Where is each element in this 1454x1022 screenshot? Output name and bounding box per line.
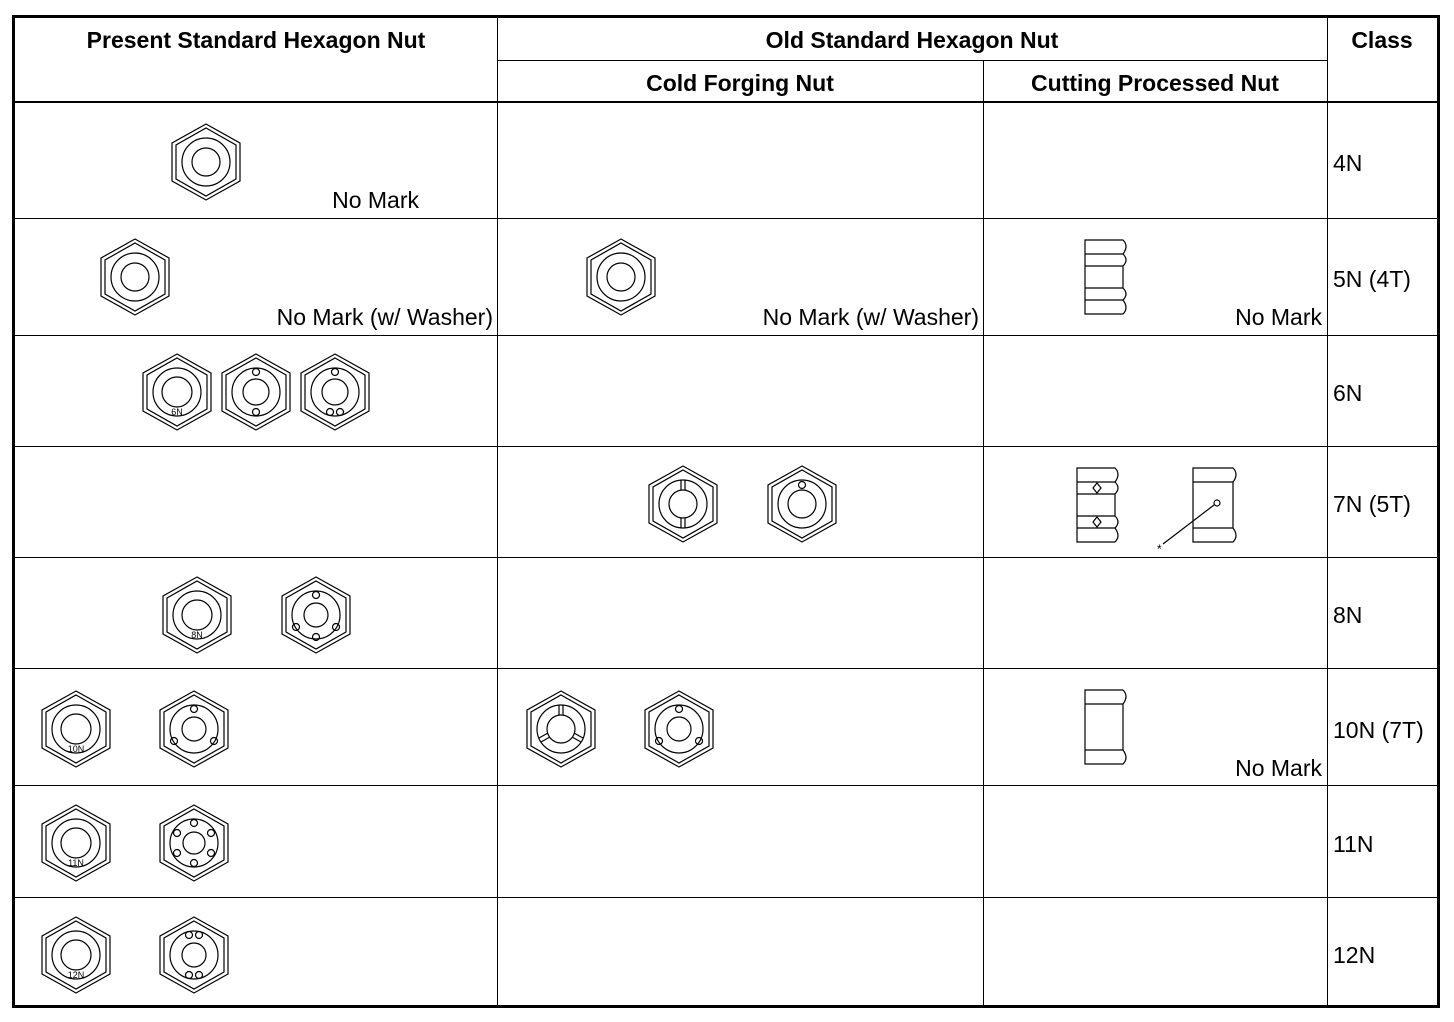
header-old-standard: Old Standard Hexagon Nut xyxy=(765,27,1059,53)
class-label: 5N (4T) xyxy=(1333,266,1411,292)
class-label: 12N xyxy=(1333,942,1376,968)
svg-text:*: * xyxy=(1157,542,1162,556)
hex-nut-icon xyxy=(99,237,171,317)
column-divider xyxy=(1327,18,1328,1005)
hex-nut-icon xyxy=(170,122,242,202)
hex-nut-three-dots-icon xyxy=(299,352,371,432)
row-divider xyxy=(15,218,1437,219)
present-note: No Mark (w/ Washer) xyxy=(276,304,493,330)
hex-nut-8n-icon xyxy=(161,575,233,655)
svg-text:12N: 12N xyxy=(67,970,85,980)
class-label: 7N (5T) xyxy=(1333,491,1411,517)
hex-nut-two-dots-icon xyxy=(220,352,292,432)
cutting-note: No Mark xyxy=(1235,304,1322,330)
nut-side-view-pointer-icon xyxy=(1151,464,1251,556)
nut-side-view-icon xyxy=(1083,686,1131,768)
hex-nut-11n-icon xyxy=(40,803,112,883)
hex-nut-6n-icon xyxy=(141,352,213,432)
hex-nut-slotted-icon xyxy=(647,464,719,544)
svg-text:10N: 10N xyxy=(67,744,85,754)
nut-side-view-icon xyxy=(1083,236,1131,318)
row-divider xyxy=(15,335,1437,336)
class-label: 8N xyxy=(1333,602,1363,628)
hex-nut-10n-icon xyxy=(40,689,112,769)
hex-nut-four-dots-icon xyxy=(280,575,352,655)
hex-nut-icon xyxy=(585,237,657,317)
hex-nut-three-dots-icon xyxy=(643,689,715,769)
svg-text:6N: 6N xyxy=(171,407,183,417)
column-divider xyxy=(497,18,498,1005)
hex-nut-one-dot-icon xyxy=(766,464,838,544)
class-label: 11N xyxy=(1333,831,1374,857)
hex-nut-three-slots-icon xyxy=(525,689,597,769)
class-label: 10N (7T) xyxy=(1333,717,1424,743)
row-divider xyxy=(15,446,1437,447)
class-label: 6N xyxy=(1333,380,1363,406)
nut-classification-table xyxy=(12,15,1440,1008)
cold-note: No Mark (w/ Washer) xyxy=(762,304,979,330)
row-divider xyxy=(15,101,1437,103)
cutting-note: No Mark xyxy=(1235,755,1322,781)
hex-nut-12n-icon xyxy=(40,915,112,995)
svg-text:8N: 8N xyxy=(191,630,203,640)
row-divider xyxy=(15,785,1437,786)
class-label: 4N xyxy=(1333,150,1363,176)
present-note: No Mark xyxy=(332,187,419,213)
hex-nut-four-dots-paired-icon xyxy=(158,915,230,995)
row-divider xyxy=(15,668,1437,669)
svg-text:11N: 11N xyxy=(68,858,84,868)
header-cutting-processed: Cutting Processed Nut xyxy=(1031,70,1279,96)
row-divider xyxy=(15,557,1437,558)
column-divider xyxy=(983,60,984,1005)
header-present-standard: Present Standard Hexagon Nut xyxy=(86,27,426,53)
row-divider xyxy=(15,897,1437,898)
row-divider xyxy=(497,60,1327,61)
hex-nut-three-dots-icon xyxy=(158,689,230,769)
header-class: Class xyxy=(1351,27,1413,53)
hex-nut-six-dots-icon xyxy=(158,803,230,883)
nut-side-view-marked-icon xyxy=(1075,464,1123,546)
header-cold-forging: Cold Forging Nut xyxy=(646,70,834,96)
